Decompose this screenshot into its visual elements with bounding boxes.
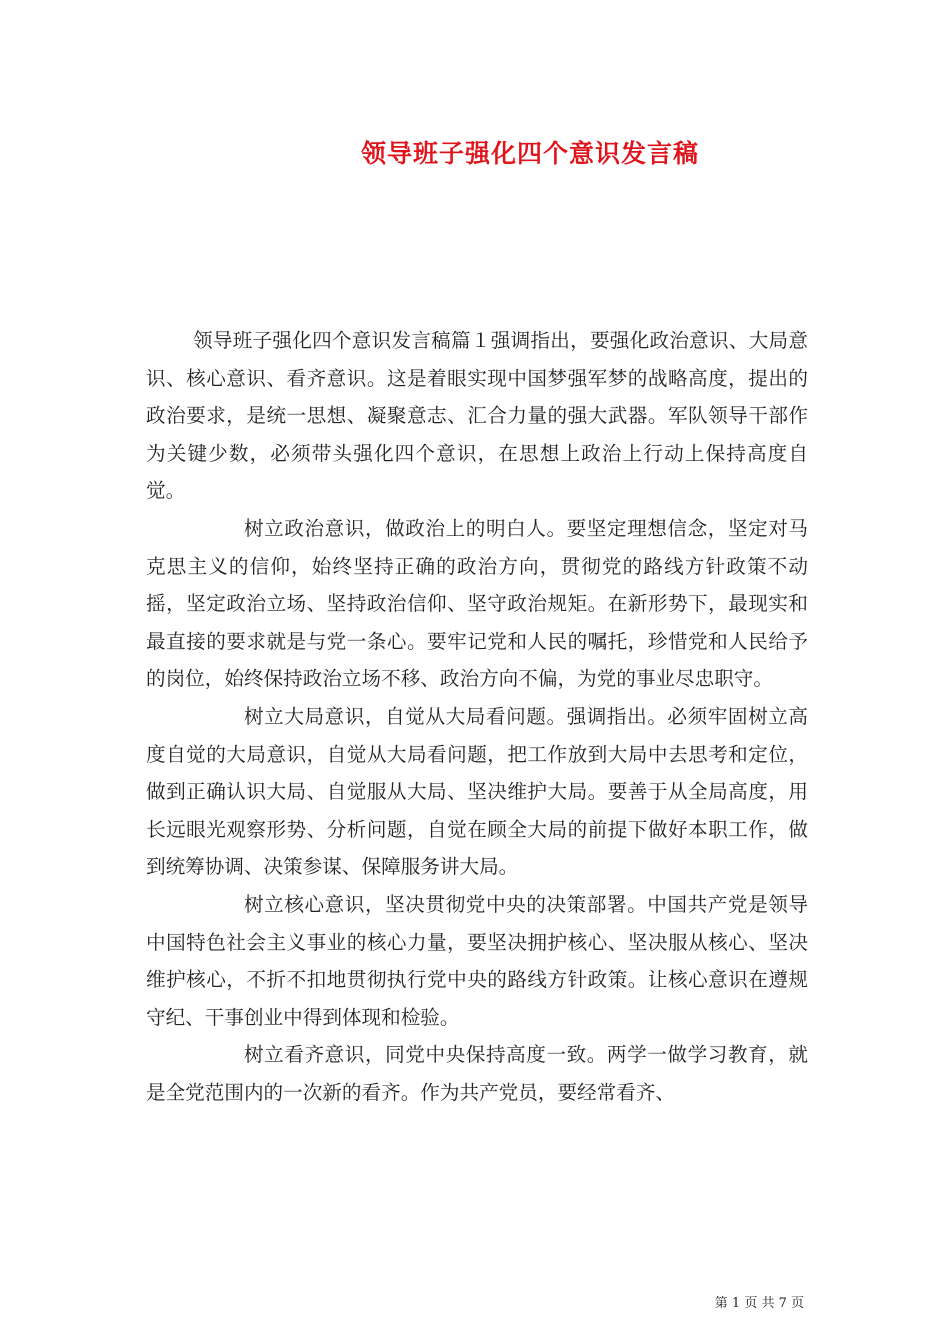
paragraph-intro: 领导班子强化四个意识发言稿篇１强调指出，要强化政治意识、大局意识、核心意识、看齐意识。这是着眼实现中国梦强军梦的战略高度，提出的政治要求，是统一思想、凝聚意志、汇合力量的强大武器。军队领导干部作为关键少数，必须带头强化四个意识，在思想上政治上行动上保持高度自觉。 [146, 329, 808, 503]
paragraph-core-awareness: 树立核心意识，坚决贯彻党中央的决策部署。中国共产党是领导中国特色社会主义事业的核心力量，要坚决拥护核心、坚决服从核心、坚决维护核心，不折不扣地贯彻执行党中央的路线方针政策。让核心意识在遵规守纪、干事创业中得到体现和检验。 [146, 892, 808, 1029]
document-body [146, 322, 808, 1111]
page-number: 第 1 页 共 7 页 [714, 1296, 804, 1311]
document-title: 领导班子强化四个意识发言稿 [360, 139, 699, 168]
paragraph-overall-awareness: 树立大局意识，自觉从大局看问题。强调指出。必须牢固树立高度自觉的大局意识，自觉从大局看问题，把工作放到大局中去思考和定位，做到正确认识大局、自觉服从大局、坚决维护大局。要善于从全局高度，用长远眼光观察形势、分析问题，自觉在顾全大局的前提下做好本职工作，做到统筹协调、决策参谋、保障服务讲大局。 [146, 704, 808, 879]
paragraph-political-awareness: 树立政治意识，做政治上的明白人。要坚定理想信念，坚定对马克思主义的信仰，始终坚持正确的政治方向，贯彻党的路线方针政策不动摇，坚定政治立场、坚持政治信仰、坚守政治规矩。在新形势下，最现实和最直接的要求就是与党一条心。要牢记党和人民的嘱托，珍惜党和人民给予的岗位，始终保持政治立场不移、政治方向不偏，为党的事业尽忠职守。 [146, 516, 808, 691]
paragraph-alignment-awareness: 树立看齐意识，同党中央保持高度一致。两学一做学习教育，就是全党范围内的一次新的看齐。作为共产党员，要经常看齐、 [146, 1043, 808, 1104]
